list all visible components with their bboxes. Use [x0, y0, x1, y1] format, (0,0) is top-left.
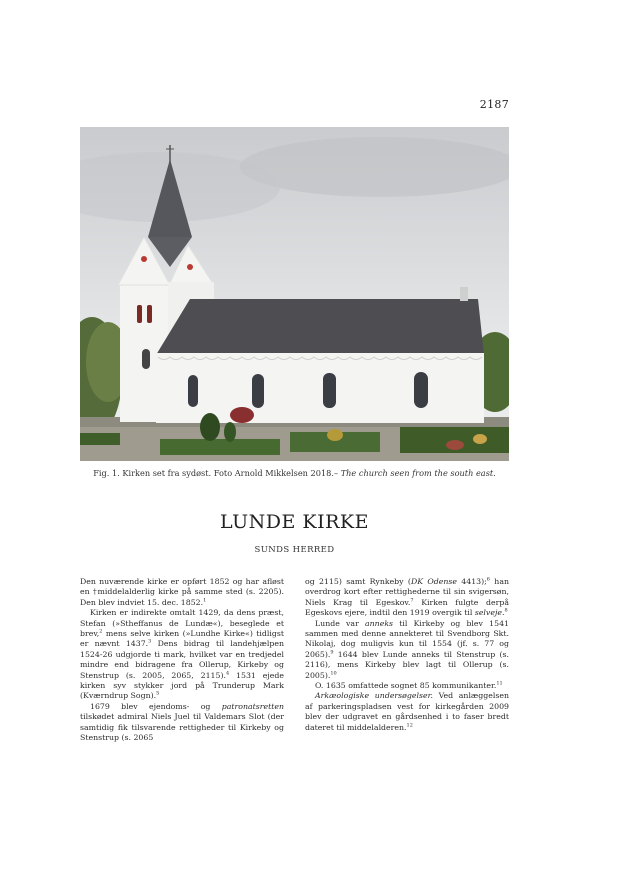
footnote-ref[interactable]: 1: [203, 597, 207, 604]
church-photo: [80, 127, 509, 461]
footnote-ref[interactable]: 4: [225, 670, 230, 677]
footnote-ref[interactable]: 12: [406, 722, 413, 729]
paragraph: og 2115) samt Rynkeby (DK Odense 4413);$^6$ han overdrog kort efter rettighederne til sin svigersøn, Niels Krag til Egeskov.$^7$ Kirken fulgte derpå Egeskovs ejere, indtil den 1919 overgik til selveje.$^8$: [305, 576, 509, 618]
paragraph: Arkæologiske undersøgelser. Ved anlæggelsen af parkeringspladsen vest for kirkegården 2009 blev der udgravet en gårdsenhed i to faser bredt dateret til middelalderen.$^{12}$: [305, 691, 509, 732]
figure-caption: [80, 468, 509, 478]
section-term: Arkæologiske undersøgelser.: [315, 691, 433, 701]
caption-english: The church seen from the south east.: [340, 468, 496, 478]
footnote-ref[interactable]: 3: [148, 638, 152, 645]
term: anneks: [365, 618, 394, 628]
footnote-ref[interactable]: 10: [330, 670, 337, 677]
reference: DK Odense: [410, 577, 457, 586]
page-number: 2187: [479, 98, 509, 111]
paragraph: Kirken er indirekte omtalt 1429, da dens præst, Stefan (»Stheffanus de Lundæ«), beseglede et brev,$^2$ mens selve kirken (»Lundhe Kirke«) tidligst er nævnt 1437.$^3$ Dens bidrag til landehjælpen 1524-26 udgjorde ti mark, hvilket var en tredjedel mindre end bidragene fra Ollerup, Kirkeby og Stenstrup (s. 2005, 2065, 2115).$^4$ 1531 ejede kirken syv stykker jord på Trunderup Mark (Kværndrup Sogn).$^5$: [80, 608, 285, 701]
paragraph: Den nuværende kirke er opført 1852 og har afløst en †middelalderlig kirke på samme sted (s. 2205). Den blev indviet 15. dec. 1852.$^1$: [80, 577, 284, 607]
footnote-ref[interactable]: 9: [330, 649, 334, 656]
paragraph: 1679 blev ejendoms- og patronatsretten tilskødet admiral Niels Juel til Valdemars Slot (der samtidig fik tilsvarende rettigheder til Kirkeby og Stenstrup (s. 2065: [80, 701, 284, 743]
paragraph: O. 1635 omfattede sognet 85 kommunikanter.$^{11}$: [315, 680, 503, 691]
footnote-ref[interactable]: 8: [504, 607, 508, 614]
caption-danish: Fig. 1. Kirken set fra sydøst. Foto Arnold Mikkelsen 2018.–: [93, 468, 341, 478]
footnote-ref[interactable]: 5: [156, 690, 160, 697]
footnote-ref[interactable]: 7: [410, 597, 414, 604]
paragraph: Lunde var anneks til Kirkeby og blev 1541 sammen med denne annekteret til Svendborg Skt. Nikolaj, dog muligvis kun til 1554 (jf. s. 77 og 2065).$^9$ 1644 blev Lunde anneks til Stenstrup (s. 2116), mens Kirkeby blev lagt til Ollerup (s. 2005).$^{10}$: [305, 618, 509, 680]
page-subtitle: SUNDS HERRED: [254, 545, 335, 555]
term: patronatsretten: [221, 701, 284, 711]
term: selveje: [474, 608, 502, 618]
page-title: LUNDE KIRKE: [220, 511, 369, 533]
church-illustration: [80, 127, 509, 461]
footnote-ref[interactable]: 11: [496, 680, 503, 687]
body-column-right: [305, 577, 509, 733]
footnote-ref[interactable]: 2: [99, 628, 103, 635]
body-column-left: [80, 577, 284, 744]
footnote-ref[interactable]: 6: [486, 576, 490, 583]
